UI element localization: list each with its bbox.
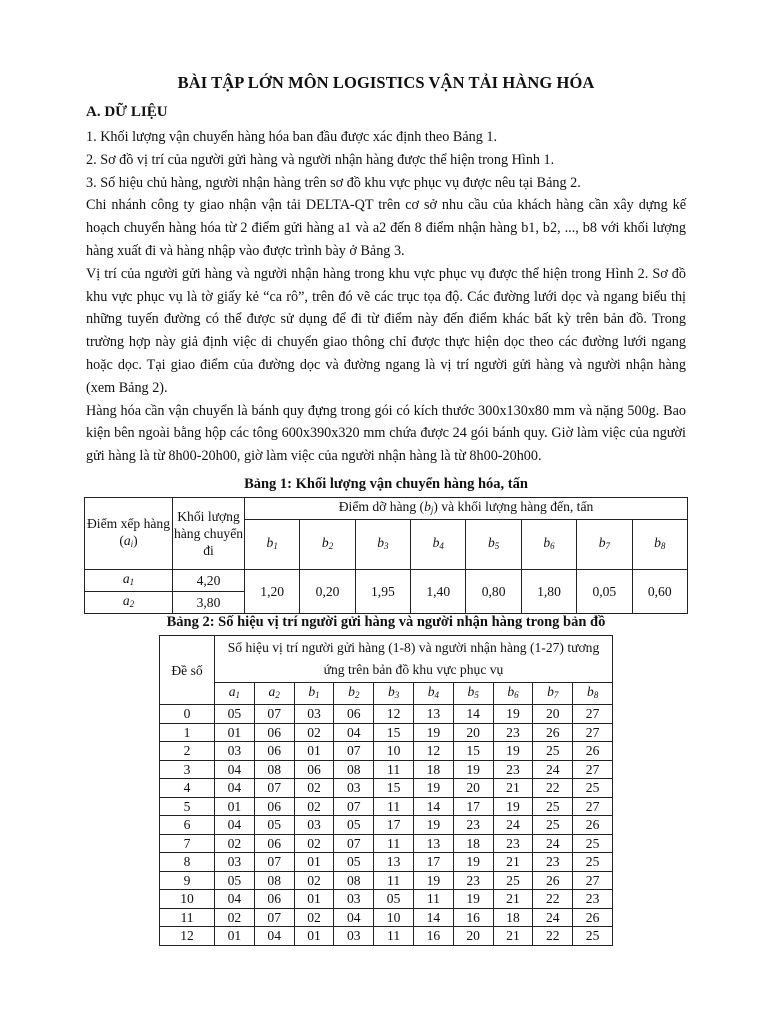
- table2-cell: 07: [254, 908, 294, 927]
- table2-de-so-cell: 2: [160, 742, 215, 761]
- table2-cell: 02: [294, 871, 334, 890]
- table2-cell: 15: [374, 723, 414, 742]
- table-2-locations: [159, 635, 613, 946]
- table1-dest-header: $b_6$: [521, 520, 576, 570]
- table2-cell: 12: [413, 742, 453, 761]
- table2-cell: 19: [493, 705, 533, 724]
- table2-col-header: $b_2$: [334, 683, 374, 705]
- table2-col-header: $b_3$: [374, 683, 414, 705]
- table2-cell: 01: [294, 742, 334, 761]
- table2-cell: 11: [413, 890, 453, 909]
- paragraph-2: 2. Sơ đồ vị trí của người gửi hàng và người nhận hàng được thể hiện trong Hình 1.: [86, 151, 555, 168]
- table2-cell: 19: [453, 853, 493, 872]
- table2-cell: 11: [374, 927, 414, 946]
- table1-row-volume: 4,20: [173, 570, 245, 592]
- table2-cell: 08: [334, 760, 374, 779]
- table2-cell: 04: [215, 890, 255, 909]
- table2-cell: 19: [413, 723, 453, 742]
- table2-de-so-cell: 1: [160, 723, 215, 742]
- table2-cell: 27: [573, 797, 613, 816]
- table2-cell: 03: [294, 816, 334, 835]
- table2-cell: 03: [294, 705, 334, 724]
- table2-cell: 02: [294, 723, 334, 742]
- table2-cell: 18: [453, 834, 493, 853]
- table-row: [160, 853, 613, 872]
- table-row: [160, 908, 613, 927]
- table2-caption: Bảng 2: Số hiệu vị trí người gửi hàng và người nhận hàng trong bản đồ: [166, 614, 606, 630]
- table-row: [160, 871, 613, 890]
- table2-cell: 01: [215, 723, 255, 742]
- table2-de-so-cell: 10: [160, 890, 215, 909]
- table2-cell: 02: [294, 908, 334, 927]
- table2-cell: 13: [413, 834, 453, 853]
- table1-dest-value: 1,40: [411, 570, 466, 614]
- table2-cell: 17: [453, 797, 493, 816]
- table2-cell: 08: [254, 760, 294, 779]
- table2-cell: 02: [294, 797, 334, 816]
- table2-de-so-cell: 4: [160, 779, 215, 798]
- table2-cell: 14: [413, 908, 453, 927]
- table2-cell: 01: [294, 890, 334, 909]
- table2-cell: 15: [453, 742, 493, 761]
- table2-cell: 21: [493, 853, 533, 872]
- table2-cell: 02: [215, 908, 255, 927]
- table2-cell: 26: [573, 908, 613, 927]
- table2-de-so-cell: 12: [160, 927, 215, 946]
- table2-col-header: $b_4$: [413, 683, 453, 705]
- table2-cell: 23: [493, 760, 533, 779]
- table2-cell: 19: [413, 871, 453, 890]
- table2-cell: 03: [334, 927, 374, 946]
- table2-cell: 02: [294, 834, 334, 853]
- table2-col-header: $a_1$: [215, 683, 255, 705]
- table2-cell: 25: [573, 853, 613, 872]
- table1-dest-header: $b_8$: [632, 520, 687, 570]
- table2-col-header: $a_2$: [254, 683, 294, 705]
- document-title: BÀI TẬP LỚN MÔN LOGISTICS VẬN TẢI HÀNG HÓA: [177, 73, 595, 92]
- table1-dest-header: $b_1$: [245, 520, 300, 570]
- table1-dest-header: $b_3$: [355, 520, 410, 570]
- table2-cell: 22: [533, 927, 573, 946]
- table2-cell: 04: [215, 760, 255, 779]
- table2-cell: 20: [533, 705, 573, 724]
- table2-de-so-cell: 7: [160, 834, 215, 853]
- table1-row-label: $a_1$: [85, 570, 173, 592]
- table2-cell: 13: [413, 705, 453, 724]
- paragraph-6: Hàng hóa cần vận chuyển là bánh quy đựng trong gói có kích thước 300x130x80 mm và nặng 500g. Bao kiện bên ngoài bằng hộp các tông 600x390x320 mm chứa được 24 gói bánh quy. Giờ làm việc của người gửi hàng là từ 8h00-20h00, giờ làm việc của người nhận hàng là từ 8h00-20h00.: [86, 402, 686, 465]
- table2-cell: 08: [334, 871, 374, 890]
- table2-header-group: Số hiệu vị trí người gửi hàng (1-8) và người nhận hàng (1-27) tương ứng trên bản đồ khu vực phục vụ: [215, 636, 613, 683]
- table2-cell: 01: [294, 853, 334, 872]
- table2-cell: 21: [493, 779, 533, 798]
- table2-cell: 26: [533, 871, 573, 890]
- table2-cell: 20: [453, 723, 493, 742]
- table2-cell: 18: [493, 908, 533, 927]
- table2-cell: 06: [254, 742, 294, 761]
- table2-cell: 20: [453, 927, 493, 946]
- table2-cell: 11: [374, 871, 414, 890]
- table2-cell: 17: [374, 816, 414, 835]
- table1-dest-value: 0,60: [632, 570, 687, 614]
- table2-de-so-cell: 3: [160, 760, 215, 779]
- table2-cell: 02: [215, 834, 255, 853]
- table1-dest-value: 1,80: [521, 570, 576, 614]
- table-1-volumes: [84, 497, 688, 614]
- table2-cell: 22: [533, 779, 573, 798]
- table2-cell: 01: [294, 927, 334, 946]
- table2-cell: 06: [254, 797, 294, 816]
- table2-cell: 11: [374, 760, 414, 779]
- table1-dest-header: $b_5$: [466, 520, 521, 570]
- table2-cell: 22: [533, 890, 573, 909]
- table2-cell: 05: [215, 705, 255, 724]
- table2-cell: 07: [254, 705, 294, 724]
- table2-cell: 12: [374, 705, 414, 724]
- table2-de-so-cell: 9: [160, 871, 215, 890]
- body-text: [86, 126, 686, 468]
- table2-cell: 05: [374, 890, 414, 909]
- table1-dest-header: $b_4$: [411, 520, 466, 570]
- table-row: [160, 816, 613, 835]
- table2-cell: 21: [493, 890, 533, 909]
- table2-cell: 26: [573, 742, 613, 761]
- table2-cell: 06: [334, 705, 374, 724]
- table2-cell: 03: [215, 742, 255, 761]
- paragraph-4: Chi nhánh công ty giao nhận vận tải DELTA-QT trên cơ sở nhu cầu của khách hàng cần xây dựng kế hoạch chuyển hàng hóa từ 2 điểm gửi hàng a1 và a2 đến 8 điểm nhận hàng b1, b2, ..., b8 với khối lượng hàng xuất đi và hàng nhập vào được trình bày ở Bảng 3.: [86, 197, 686, 259]
- table2-cell: 08: [254, 871, 294, 890]
- table2-cell: 04: [215, 779, 255, 798]
- table-row: [160, 890, 613, 909]
- table-row: [160, 723, 613, 742]
- table2-cell: 25: [493, 871, 533, 890]
- table2-cell: 05: [334, 816, 374, 835]
- table2-cell: 17: [413, 853, 453, 872]
- table2-de-so-cell: 0: [160, 705, 215, 724]
- table2-cell: 07: [334, 742, 374, 761]
- table2-cell: 26: [573, 816, 613, 835]
- table2-cell: 11: [374, 797, 414, 816]
- table1-dest-header: $b_7$: [577, 520, 632, 570]
- table2-cell: 07: [254, 779, 294, 798]
- table2-cell: 23: [453, 871, 493, 890]
- table2-cell: 23: [573, 890, 613, 909]
- table1-dest-value: 0,80: [466, 570, 521, 614]
- table-row: [160, 927, 613, 946]
- table2-cell: 25: [533, 742, 573, 761]
- table-row: [160, 834, 613, 853]
- table1-row-volume: 3,80: [173, 592, 245, 614]
- table2-cell: 18: [413, 760, 453, 779]
- table2-cell: 19: [413, 816, 453, 835]
- table2-cell: 25: [573, 927, 613, 946]
- table2-cell: 06: [254, 834, 294, 853]
- table2-col-header: $b_5$: [453, 683, 493, 705]
- table2-cell: 14: [453, 705, 493, 724]
- table2-cell: 19: [413, 779, 453, 798]
- table2-cell: 25: [573, 779, 613, 798]
- table2-cell: 21: [493, 927, 533, 946]
- table2-cell: 24: [533, 908, 573, 927]
- table2-cell: 25: [533, 797, 573, 816]
- table2-cell: 19: [453, 760, 493, 779]
- table2-col-header: $b_8$: [573, 683, 613, 705]
- table2-cell: 24: [533, 834, 573, 853]
- table2-cell: 27: [573, 705, 613, 724]
- table2-cell: 01: [215, 927, 255, 946]
- table2-cell: 16: [453, 908, 493, 927]
- table-row: [160, 705, 613, 724]
- table2-cell: 24: [533, 760, 573, 779]
- table2-cell: 11: [374, 834, 414, 853]
- table2-cell: 19: [493, 742, 533, 761]
- table1-dest-value: 0,20: [300, 570, 355, 614]
- table2-cell: 27: [573, 760, 613, 779]
- table1-header-destinations: Điểm dỡ hàng $(b_j)$ và khối lượng hàng đến, tấn: [245, 498, 688, 520]
- table2-col-header: $b_6$: [493, 683, 533, 705]
- table2-cell: 02: [294, 779, 334, 798]
- table2-de-so-cell: 8: [160, 853, 215, 872]
- table2-cell: 23: [453, 816, 493, 835]
- table2-cell: 10: [374, 908, 414, 927]
- table2-cell: 06: [294, 760, 334, 779]
- table2-cell: 24: [493, 816, 533, 835]
- table2-de-so-cell: 6: [160, 816, 215, 835]
- table2-cell: 27: [573, 871, 613, 890]
- table1-header-volume: Khối lượng hàng chuyển đi: [173, 498, 245, 570]
- table2-cell: 25: [533, 816, 573, 835]
- table2-cell: 19: [453, 890, 493, 909]
- table2-cell: 19: [493, 797, 533, 816]
- table2-cell: 04: [334, 908, 374, 927]
- table2-cell: 26: [533, 723, 573, 742]
- table-row: [160, 797, 613, 816]
- table2-cell: 05: [334, 853, 374, 872]
- table1-row-label: $a_2$: [85, 592, 173, 614]
- table2-de-so-cell: 11: [160, 908, 215, 927]
- table1-caption: Bảng 1: Khối lượng vận chuyển hàng hóa, tấn: [244, 476, 528, 492]
- table-row: [160, 742, 613, 761]
- table2-cell: 07: [334, 797, 374, 816]
- table2-cell: 05: [215, 871, 255, 890]
- table2-cell: 07: [334, 834, 374, 853]
- table2-cell: 04: [254, 927, 294, 946]
- table2-cell: 15: [374, 779, 414, 798]
- table2-col-header: $b_1$: [294, 683, 334, 705]
- table2-cell: 25: [573, 834, 613, 853]
- table-row: [160, 760, 613, 779]
- table2-de-so-cell: 5: [160, 797, 215, 816]
- table2-cell: 23: [493, 834, 533, 853]
- table2-cell: 03: [334, 890, 374, 909]
- table2-cell: 01: [215, 797, 255, 816]
- table1-header-point: Điểm xếp hàng $(a_i)$: [85, 498, 173, 570]
- table2-header-de-so: Đề số: [160, 636, 215, 705]
- paragraph-1: 1. Khối lượng vận chuyển hàng hóa ban đầu được xác định theo Bảng 1.: [86, 129, 497, 145]
- table2-cell: 03: [215, 853, 255, 872]
- table2-cell: 23: [533, 853, 573, 872]
- table2-cell: 20: [453, 779, 493, 798]
- paragraph-5: Vị trí của người gửi hàng và người nhận hàng trong khu vực phục vụ được thể hiện trong Hình 2. Sơ đồ khu vực phục vụ là tờ giấy kẻ “ca rô”, trên đó vẽ các trục tọa độ. Các đường lưới dọc và ngang biểu thị những tuyến đường có thể được sử dụng để đi từ điểm này đến điểm khác bất kỳ trên bản đồ. Trong trường hợp này giả định việc di chuyển giao thông chỉ được thực hiện dọc theo các đường lưới ngang hoặc dọc. Tại giao điểm của đường dọc và đường ngang là vị trí người gửi hàng và người nhận hàng (xem Bảng 2).: [86, 265, 686, 396]
- table1-dest-value: 0,05: [577, 570, 632, 614]
- table1-dest-header: $b_2$: [300, 520, 355, 570]
- table2-cell: 03: [334, 779, 374, 798]
- table2-cell: 10: [374, 742, 414, 761]
- table2-cell: 06: [254, 723, 294, 742]
- table2-cell: 05: [254, 816, 294, 835]
- table2-cell: 06: [254, 890, 294, 909]
- table2-cell: 13: [374, 853, 414, 872]
- table2-cell: 27: [573, 723, 613, 742]
- table2-cell: 14: [413, 797, 453, 816]
- paragraph-3: 3. Số hiệu chủ hàng, người nhận hàng trên sơ đồ khu vực phục vụ được nêu tại Bảng 2.: [86, 174, 581, 191]
- table2-cell: 16: [413, 927, 453, 946]
- table1-dest-value: 1,20: [245, 570, 300, 614]
- table-row: [160, 779, 613, 798]
- section-heading-a: A. DỮ LIỆU: [86, 104, 168, 120]
- table2-cell: 23: [493, 723, 533, 742]
- table2-cell: 07: [254, 853, 294, 872]
- table2-cell: 04: [215, 816, 255, 835]
- table2-cell: 04: [334, 723, 374, 742]
- table2-col-header: $b_7$: [533, 683, 573, 705]
- table1-dest-value: 1,95: [355, 570, 410, 614]
